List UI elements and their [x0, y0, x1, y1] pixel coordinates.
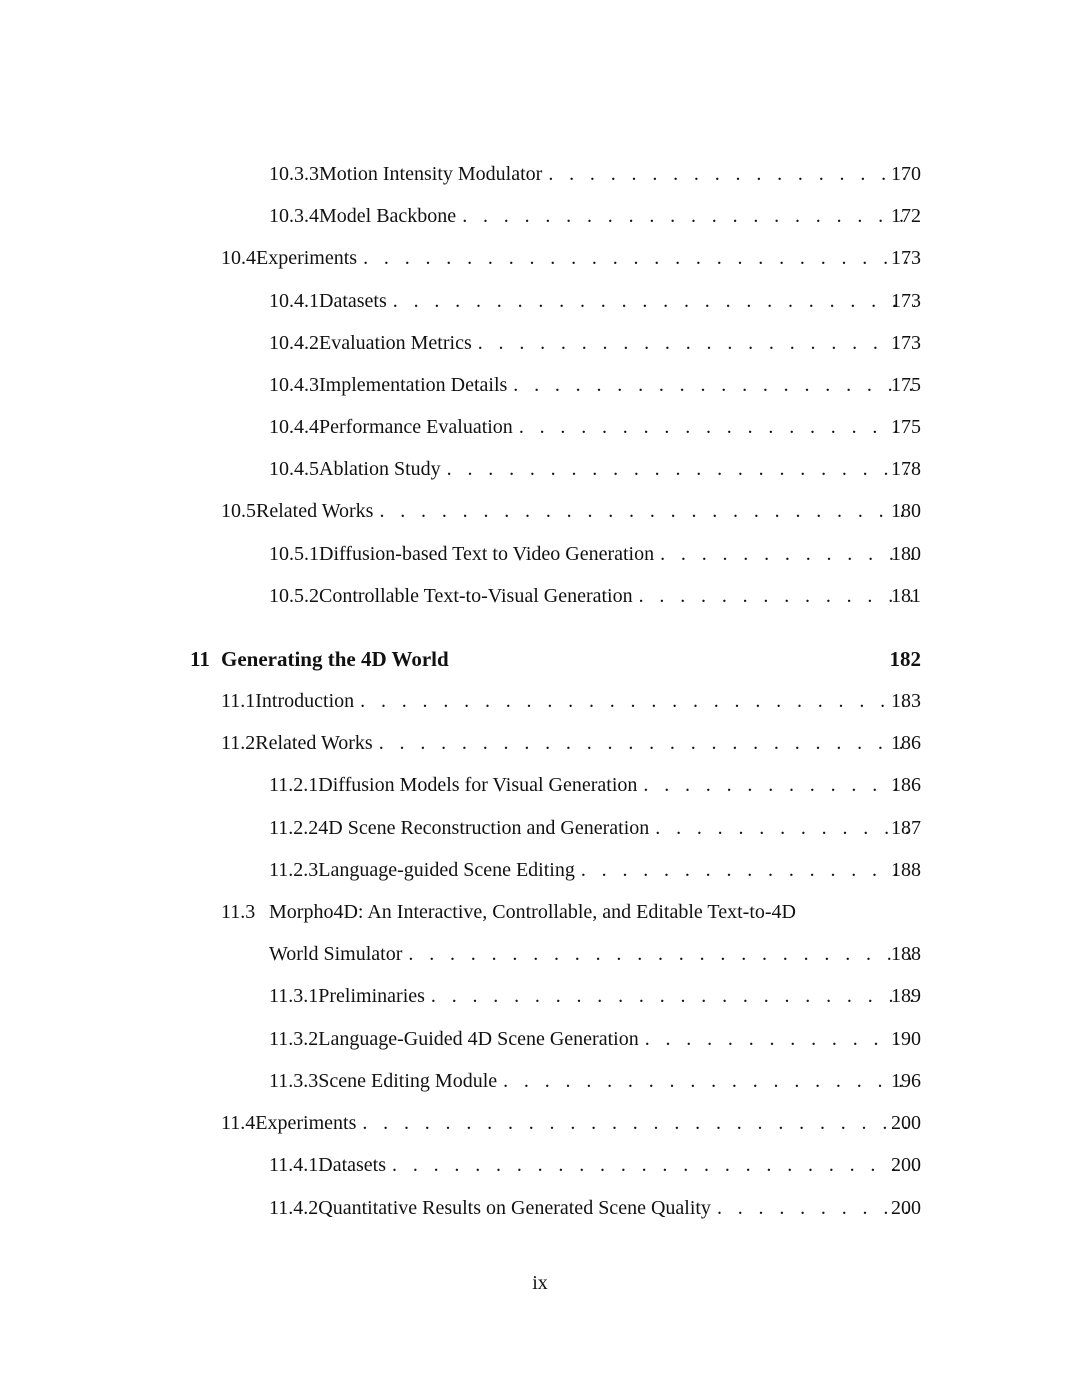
toc-entry-number: 11: [190, 647, 210, 671]
toc-entry-number: 10.3.3: [269, 163, 319, 185]
toc-entry-title: Evaluation Metrics: [319, 332, 472, 354]
dot-leader: [462, 201, 915, 231]
toc-entry-title: World Simulator: [269, 943, 403, 965]
toc-entry-page: 173: [891, 247, 921, 269]
toc-entry-title: 4D Scene Reconstruction and Generation: [318, 817, 650, 839]
toc-section-entry[interactable]: [221, 897, 921, 927]
toc-entry-page: 180: [891, 500, 921, 522]
toc-entry-title: Performance Evaluation: [319, 416, 513, 438]
toc-entry-page: 200: [891, 1112, 921, 1134]
toc-entry-title: Quantitative Results on Generated Scene Quality: [318, 1197, 711, 1219]
toc-entry-page: 173: [891, 332, 921, 354]
toc-entry-number: 10.4.3: [269, 374, 319, 396]
toc-entry-page: 181: [891, 585, 921, 607]
toc-subsection-entry[interactable]: [269, 539, 921, 569]
toc-entry-number: 11.3.3: [269, 1070, 319, 1092]
toc-entry-title: Language-guided Scene Editing: [318, 859, 575, 881]
toc-subsection-entry[interactable]: [269, 855, 921, 885]
toc-entry-title: Implementation Details: [319, 374, 508, 396]
toc-entry-title: Related Works: [256, 500, 374, 522]
toc-subsection-entry[interactable]: [269, 1024, 921, 1054]
toc-subsection-entry[interactable]: [269, 328, 921, 358]
toc-entry-title: Datasets: [318, 1154, 387, 1176]
toc-section-entry[interactable]: [221, 686, 921, 716]
toc-entry-page: 173: [891, 290, 921, 312]
toc-entry-number: 10.3.4: [269, 205, 319, 227]
toc-entry-page: 183: [891, 690, 921, 712]
dot-leader: [393, 286, 915, 316]
toc-entry-number: 11.3.2: [269, 1028, 319, 1050]
toc-subsection-entry[interactable]: [269, 981, 921, 1011]
toc-entry-page: 186: [891, 774, 921, 796]
toc-subsection-entry[interactable]: [269, 412, 921, 442]
toc-subsection-entry[interactable]: [269, 1193, 921, 1223]
toc-entry-page: 170: [891, 163, 921, 185]
toc-entry-title: Controllable Text-to-Visual Generation: [319, 585, 633, 607]
dot-leader: [581, 855, 915, 885]
dot-leader: [503, 1066, 915, 1096]
toc-entry-number: 11.3.1: [269, 985, 319, 1007]
toc-entry-number: 10.4.5: [269, 458, 319, 480]
toc-entry-number: 11.2: [221, 732, 256, 754]
dot-leader: [513, 370, 915, 400]
toc-entry-page: 182: [889, 647, 921, 671]
toc-subsection-entry[interactable]: [269, 286, 921, 316]
dot-leader: [643, 770, 915, 800]
toc-entry-title: Experiments: [256, 247, 358, 269]
toc-entry-title: Diffusion-based Text to Video Generation: [319, 543, 655, 565]
toc-entry-number: 10.5.2: [269, 585, 319, 607]
toc-entry-number: 10.4.4: [269, 416, 319, 438]
dot-leader: [392, 1150, 915, 1180]
toc-entry-page: 175: [891, 416, 921, 438]
toc-entry-title: Generating the 4D World: [221, 647, 449, 671]
toc-subsection-entry[interactable]: [269, 370, 921, 400]
toc-entry-page: 175: [891, 374, 921, 396]
dot-leader: [431, 981, 915, 1011]
toc-section-entry[interactable]: [221, 496, 921, 526]
toc-section-entry[interactable]: [221, 728, 921, 758]
toc-subsection-entry[interactable]: [269, 770, 921, 800]
dot-leader: [478, 328, 915, 358]
toc-entry-continuation[interactable]: [269, 939, 921, 969]
dot-leader: [363, 243, 915, 273]
toc-entry-page: 187: [891, 817, 921, 839]
toc-entry-title: Model Backbone: [319, 205, 457, 227]
toc-entry-number: 10.5: [221, 500, 256, 522]
dot-leader: [408, 939, 915, 969]
toc-entry-number: 11.2.2: [269, 817, 319, 839]
dot-leader: [447, 454, 915, 484]
toc-section-entry[interactable]: [221, 1108, 921, 1138]
toc-entry-number: 10.4.1: [269, 290, 319, 312]
toc-entry-page: 189: [891, 985, 921, 1007]
toc-entry-title: Motion Intensity Modulator: [319, 163, 543, 185]
toc-entry-number: 11.4: [221, 1112, 256, 1134]
toc-section-entry[interactable]: [221, 243, 921, 273]
toc-entry-title: Ablation Study: [319, 458, 441, 480]
toc-entry-number: 11.2.1: [269, 774, 319, 796]
toc-entry-page: 190: [891, 1028, 921, 1050]
toc-subsection-entry[interactable]: [269, 581, 921, 611]
toc-entry-number: 10.5.1: [269, 543, 319, 565]
toc-entry-number: 10.4.2: [269, 332, 319, 354]
toc-entry-page: 178: [891, 458, 921, 480]
toc-subsection-entry[interactable]: [269, 1150, 921, 1180]
dot-leader: [639, 581, 915, 611]
toc-entry-number: 11.1: [221, 690, 256, 712]
toc-entry-title: Experiments: [255, 1112, 357, 1134]
toc-entry-title: Datasets: [319, 290, 387, 312]
dot-leader: [645, 1024, 915, 1054]
page-number: ix: [532, 1272, 548, 1294]
toc-entry-title: Preliminaries: [318, 985, 425, 1007]
toc-entry-page: 180: [891, 543, 921, 565]
toc-entry-title: Scene Editing Module: [318, 1070, 498, 1092]
dot-leader: [379, 728, 915, 758]
dot-leader: [548, 159, 915, 189]
toc-entry-number: 10.4: [221, 247, 256, 269]
toc-subsection-entry[interactable]: [269, 454, 921, 484]
toc-entry-number: 11.3: [221, 901, 256, 923]
dot-leader: [519, 412, 915, 442]
dot-leader: [362, 1108, 915, 1138]
toc-entry-page: 188: [891, 859, 921, 881]
toc-entry-page: 200: [891, 1197, 921, 1219]
toc-entry-page: 186: [891, 732, 921, 754]
toc-entry-title: Introduction: [255, 690, 355, 712]
toc-entry-title: Morpho4D: An Interactive, Controllable, and Editable Text-to-4D: [269, 901, 796, 923]
toc-entry-number: 11.2.3: [269, 859, 319, 881]
dot-leader: [360, 686, 915, 716]
dot-leader: [379, 496, 915, 526]
toc-subsection-entry[interactable]: [269, 1066, 921, 1096]
toc-entry-title: Language-Guided 4D Scene Generation: [318, 1028, 639, 1050]
toc-subsection-entry[interactable]: [269, 813, 921, 843]
toc-entry-page: 196: [891, 1070, 921, 1092]
toc-subsection-entry[interactable]: [269, 201, 921, 231]
toc-entry-title: Related Works: [255, 732, 373, 754]
toc-entry-title: Diffusion Models for Visual Generation: [318, 774, 638, 796]
toc-entry-page: 172: [891, 205, 921, 227]
toc-entry-page: 200: [891, 1154, 921, 1176]
toc-subsection-entry[interactable]: [269, 159, 921, 189]
toc-entry-number: 11.4.1: [269, 1154, 319, 1176]
toc-chapter-entry[interactable]: [190, 644, 921, 674]
toc-entry-page: 188: [891, 943, 921, 965]
toc-entry-number: 11.4.2: [269, 1197, 319, 1219]
